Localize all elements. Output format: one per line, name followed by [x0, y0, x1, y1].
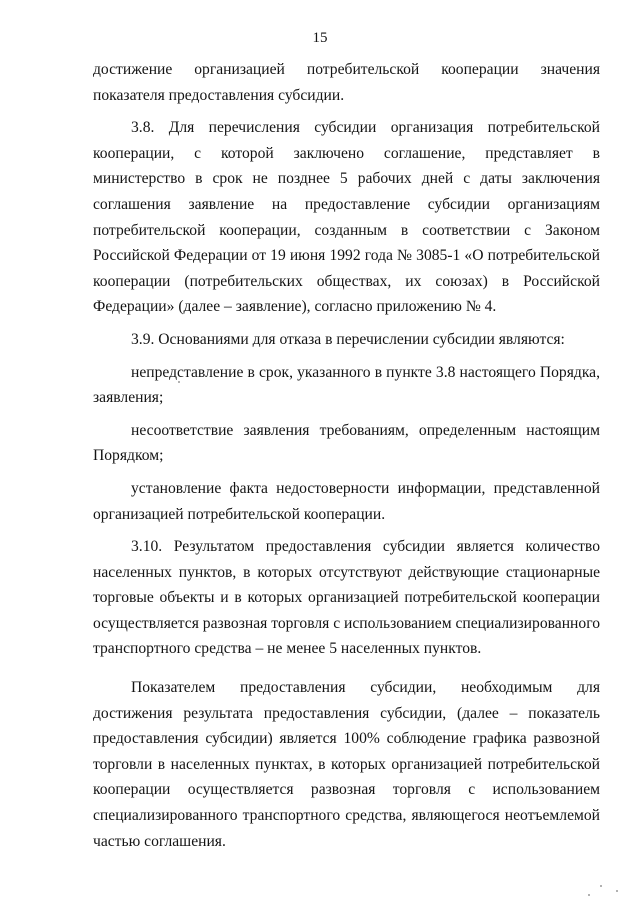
- scan-speck: [178, 381, 180, 383]
- paragraph-3-9: 3.9. Основаниями для отказа в перечислении субсидии являются:: [131, 330, 565, 348]
- paragraph-refusal-ground-1: непредставление в срок, указанного в пункте 3.8 настоящего Порядка, заявления;: [93, 363, 600, 407]
- paragraph-indicator: Показателем предоставления субсидии, необходимым для достижения результата предоставления субсидии, (далее – показатель предоставления субсидии) является 100% соблюдение графика развозной торговли в населенных пунктах, в которых организацией потребительской кооперации осуществляется развозная торговля с использованием специализированного транспортного средства, являющегося неотъемлемой частью соглашения.: [93, 679, 600, 850]
- document-body: [93, 57, 600, 854]
- paragraph-3-8: 3.8. Для перечисления субсидии организация потребительской кооперации, с которой заключено соглашение, представляет в министерство в срок не позднее 5 рабочих дней с даты заключения соглашения заявление на предоставление субсидии организациям потребительской кооперации, созданным в соответствии с Законом Российской Федерации от 19 июня 1992 года № 3085-1 «О потребительской кооперации (потребительских обществах, их союзах) в Российской Федерации» (далее – заявление), согласно приложению № 4.: [93, 119, 600, 316]
- page-number: 15: [312, 30, 328, 46]
- scan-speck: [600, 885, 602, 887]
- scan-speck: [588, 894, 590, 896]
- paragraph-refusal-ground-3: установление факта недостоверности информации, представленной организацией потребительской кооперации.: [93, 479, 600, 523]
- paragraph-continuation: достижение организацией потребительской кооперации значения показателя предоставления субсидии.: [93, 61, 600, 104]
- paragraph-3-10: 3.10. Результатом предоставления субсидии является количество населенных пунктов, в которых отсутствуют действующие стационарные торговые объекты и в которых организацией потребительской кооперации осуществляется развозная торговля с использованием специализированного транспортного средства – не менее 5 населенных пунктов.: [93, 538, 600, 658]
- scan-speck: [616, 890, 618, 892]
- paragraph-refusal-ground-2: несоответствие заявления требованиям, определенным настоящим Порядком;: [93, 421, 600, 465]
